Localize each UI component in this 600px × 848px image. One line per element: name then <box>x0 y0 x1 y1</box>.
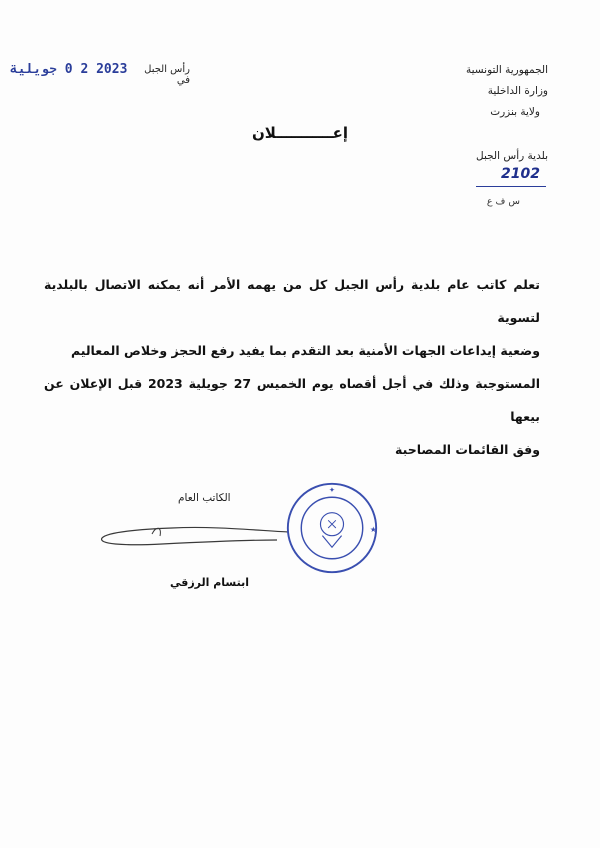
header-municipality: بلدية رأس الجبل <box>476 150 548 162</box>
date-stamp: 2023 2 0 جويلية <box>10 62 128 77</box>
reference-code: س ف ع <box>486 196 520 207</box>
header-republic: الجمهورية التونسية <box>466 64 548 76</box>
handwritten-signature <box>92 514 292 554</box>
place-label: رأس الجبل في <box>144 64 190 86</box>
header-governorate: ولاية بنزرت <box>490 106 540 118</box>
reference-number: 2102 <box>501 166 540 182</box>
body-line: وفق القائمات المصاحبة <box>395 442 540 457</box>
svg-text:★: ★ <box>369 524 377 534</box>
body-line: تعلم كاتب عام بلدية رأس الجبل كل من يهمه الأمر أنه يمكنه الاتصال بالبلدية لتسوية <box>44 277 540 325</box>
reference-underline <box>476 186 546 187</box>
document-title: إعـــــــــــلان <box>252 124 348 142</box>
header-ministry: وزارة الداخلية <box>487 85 548 97</box>
announcement-body <box>44 268 540 466</box>
place-date <box>10 62 190 84</box>
body-line: المستوجبة وذلك في أجل أقصاه يوم الخميس 27 جويلية 2023 قبل الإعلان عن بيعها <box>44 376 540 424</box>
body-line: وضعية إيداعات الجهات الأمنية بعد التقدم بما يفيد رفع الحجز وخلاص المعاليم <box>70 343 540 358</box>
signatory-title: الكاتب العام <box>178 492 231 504</box>
signatory-name: ابتسام الرزقي <box>170 576 250 589</box>
svg-text:✦: ✦ <box>328 485 336 495</box>
official-seal-icon <box>284 480 380 576</box>
